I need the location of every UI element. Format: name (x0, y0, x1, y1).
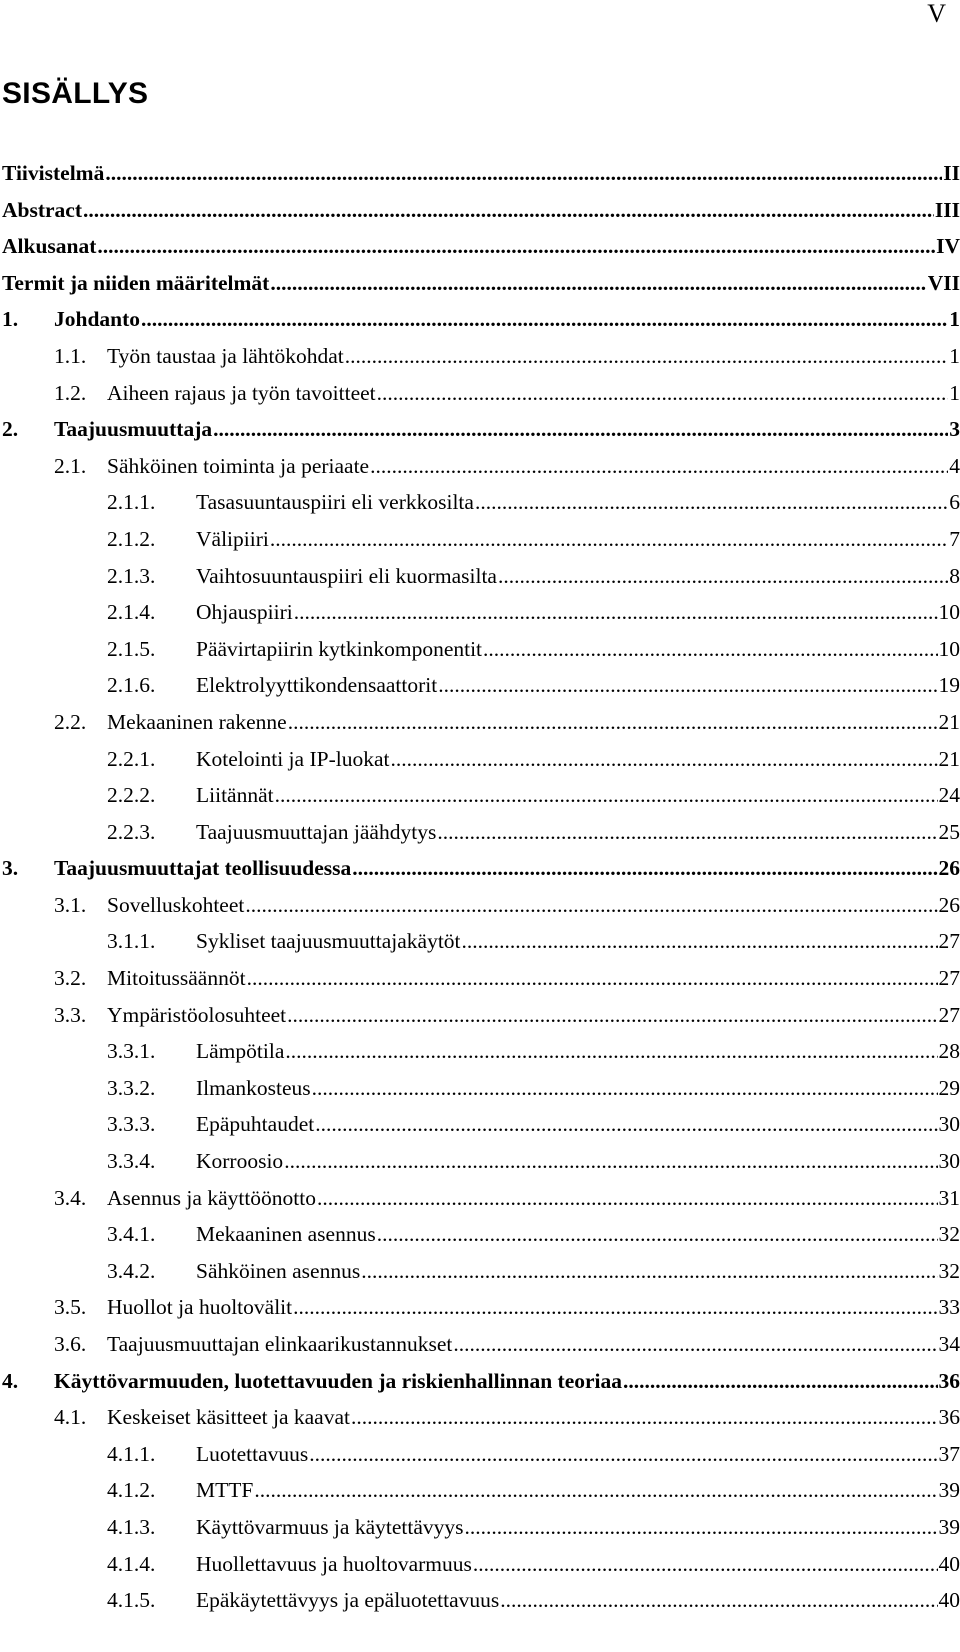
toc-entry-page: 4 (949, 453, 960, 478)
toc-entry-number: 4.1.1. (107, 1441, 156, 1466)
toc-entry[interactable] (0, 856, 960, 893)
toc-entry-number: 2.2.1. (107, 746, 156, 771)
toc-entry-title: Tiivistelmä (2, 161, 105, 185)
toc-entry-line (107, 710, 960, 735)
toc-entry-title: Keskeiset käsitteet ja kaavat (107, 1405, 350, 1430)
toc-entry-number: 2.2. (54, 709, 87, 734)
dot-leader (275, 783, 938, 808)
toc-entry[interactable] (0, 1222, 960, 1259)
toc-entry-line (2, 161, 960, 186)
toc-entry-title: Taajuusmuuttajan elinkaarikustannukset (107, 1332, 453, 1356)
toc-entry-number: 4.1.4. (107, 1551, 156, 1576)
toc-entry-number: 1.1. (54, 343, 87, 368)
dot-leader (293, 1295, 937, 1320)
dot-leader (284, 1149, 937, 1174)
dot-leader (317, 1186, 937, 1211)
dot-leader (345, 344, 949, 369)
toc-entry-line (196, 1588, 960, 1613)
toc-entry-number: 3.2. (54, 966, 87, 991)
toc-entry-page: 21 (938, 709, 960, 734)
toc-entry-title: Mekaaninen rakenne (107, 709, 287, 734)
toc-entry-page: 7 (949, 526, 960, 551)
dot-leader (213, 417, 948, 442)
toc-entry-number: 2.1.5. (107, 636, 156, 661)
toc-entry-page: 27 (938, 929, 960, 954)
page-title: SISÄLLYS (2, 77, 149, 110)
toc-entry-page: 40 (938, 1551, 960, 1576)
toc-entry-line (2, 198, 960, 223)
toc-entry-line (196, 929, 960, 954)
toc-entry-number: 1. (2, 307, 19, 332)
toc-entry[interactable] (0, 490, 960, 527)
toc-entry-page: 39 (938, 1478, 960, 1503)
toc-entry-page: 32 (938, 1222, 960, 1247)
toc-entry[interactable] (0, 1076, 960, 1113)
toc-entry-title: Johdanto (54, 307, 141, 332)
toc-entry[interactable] (0, 1039, 960, 1076)
dot-leader (288, 710, 938, 735)
toc-entry-page: 37 (938, 1441, 960, 1466)
toc-entry-line (107, 1295, 960, 1320)
toc-entry-line (107, 1186, 960, 1211)
dot-leader (270, 527, 948, 552)
toc-entry-title: Vaihtosuuntauspiiri eli kuormasilta (196, 563, 497, 588)
toc-entry[interactable] (0, 783, 960, 820)
dot-leader (498, 564, 948, 589)
dot-leader (390, 747, 937, 772)
toc-entry-title: Mitoitussäännöt (107, 966, 246, 991)
dot-leader (105, 161, 942, 186)
toc-entry-line (2, 271, 960, 296)
toc-entry-line (196, 1259, 960, 1284)
dot-leader (254, 1478, 937, 1503)
toc-entry-line (196, 1112, 960, 1137)
toc-entry[interactable] (0, 673, 960, 710)
toc-entry[interactable] (0, 1259, 960, 1296)
toc-entry-line (196, 1442, 960, 1467)
toc-entry-line (107, 1405, 960, 1430)
toc-entry-number: 3.6. (54, 1332, 87, 1356)
toc-entry-line (107, 381, 960, 406)
toc-entry-title: Epäkäytettävyys ja epäluotettavuus (196, 1588, 500, 1613)
toc-entry[interactable] (0, 564, 960, 601)
toc-entry-line (107, 454, 960, 479)
dot-leader (473, 1552, 938, 1577)
toc-entry-title: Mekaaninen asennus (196, 1222, 376, 1247)
toc-entry-line (196, 747, 960, 772)
toc-entry-title: Kotelointi ja IP-luokat (196, 746, 390, 771)
toc-entry-line (196, 1515, 960, 1540)
toc-entry-title: Aiheen rajaus ja työn tavoitteet (107, 380, 376, 405)
toc-entry-number: 3.5. (54, 1295, 87, 1320)
dot-leader (97, 234, 935, 259)
toc-entry-page: 21 (938, 746, 960, 771)
dot-leader (437, 820, 937, 845)
dot-leader (361, 1259, 937, 1284)
toc-entry-number: 3.3.1. (107, 1039, 156, 1064)
toc-entry[interactable] (0, 1552, 960, 1589)
toc-entry-title: Alkusanat (2, 234, 97, 259)
dot-leader (623, 1369, 937, 1394)
toc-entry[interactable] (0, 307, 960, 344)
dot-leader (500, 1588, 937, 1613)
toc-entry-title: Sähköinen toiminta ja periaate (107, 453, 370, 478)
toc-entry-number: 3.1. (54, 892, 87, 917)
toc-entry-line (196, 600, 960, 625)
toc-entry-title: Sykliset taajuusmuuttajakäytöt (196, 929, 461, 954)
toc-entry-line (107, 1332, 960, 1357)
toc-entry-number: 4.1.3. (107, 1514, 156, 1539)
toc-entry-page: 3 (949, 417, 960, 442)
toc-entry[interactable] (0, 527, 960, 564)
toc-entry-number: 2.1.4. (107, 600, 156, 625)
toc-entry-page: III (934, 197, 960, 222)
toc-entry-title: MTTF (196, 1478, 254, 1503)
toc-entry[interactable] (0, 234, 960, 271)
toc-entry-number: 3.3.4. (107, 1149, 156, 1174)
toc-entry-number: 2.1.3. (107, 563, 156, 588)
dot-leader (315, 1112, 937, 1137)
toc-entry-title: Korroosio (196, 1149, 284, 1174)
toc-entry-title: Liitännät (196, 783, 274, 808)
dot-leader (270, 271, 926, 296)
toc-entry[interactable] (0, 600, 960, 637)
toc-entry-line (196, 1076, 960, 1101)
dot-leader (312, 1076, 938, 1101)
toc-entry-number: 2.1. (54, 453, 87, 478)
toc-entry[interactable] (0, 1442, 960, 1479)
dot-leader (475, 490, 948, 515)
toc-entry-number: 2.1.2. (107, 526, 156, 551)
toc-entry-title: Abstract (2, 197, 83, 222)
toc-entry[interactable] (0, 1369, 960, 1406)
dot-leader (285, 1039, 937, 1064)
toc-entry[interactable] (0, 344, 960, 381)
toc-entry-page: 28 (938, 1039, 960, 1064)
toc-entry-page: 34 (938, 1332, 960, 1356)
toc-entry-page: 29 (938, 1075, 960, 1100)
table-of-contents (0, 161, 960, 1625)
toc-entry-page: 6 (949, 490, 960, 515)
toc-entry-page: 19 (938, 673, 960, 698)
toc-entry[interactable] (0, 710, 960, 747)
toc-entry-page: 1 (949, 343, 960, 368)
toc-entry[interactable] (0, 454, 960, 491)
toc-entry[interactable] (0, 161, 960, 198)
toc-entry-title: Elektrolyyttikondensaattorit (196, 673, 438, 698)
toc-entry-page: 27 (938, 966, 960, 991)
toc-entry-page: 10 (938, 600, 960, 625)
toc-entry-page: 26 (938, 892, 960, 917)
toc-entry[interactable] (0, 1186, 960, 1223)
toc-entry-number: 3.4.2. (107, 1258, 156, 1283)
dot-leader (377, 1222, 938, 1247)
dot-leader (453, 1332, 937, 1357)
toc-entry-title: Luotettavuus (196, 1441, 309, 1466)
toc-entry-line (54, 307, 960, 332)
toc-entry[interactable] (0, 820, 960, 857)
toc-entry[interactable] (0, 1515, 960, 1552)
toc-entry[interactable] (0, 929, 960, 966)
toc-entry-line (196, 1149, 960, 1174)
toc-entry-title: Ohjauspiiri (196, 600, 293, 625)
toc-entry-number: 3.4.1. (107, 1222, 156, 1247)
toc-entry-title: Epäpuhtaudet (196, 1112, 315, 1137)
toc-entry-number: 4.1.2. (107, 1478, 156, 1503)
toc-entry[interactable] (0, 417, 960, 454)
toc-entry-number: 2.1.1. (107, 490, 156, 515)
page-number: V (927, 0, 946, 28)
toc-entry-title: Päävirtapiirin kytkinkomponentit (196, 636, 483, 661)
toc-entry-line (196, 490, 960, 515)
toc-entry-number: 2.1.6. (107, 673, 156, 698)
toc-entry-number: 3.3.3. (107, 1112, 156, 1137)
toc-entry-line (196, 1478, 960, 1503)
toc-entry-number: 3.3. (54, 1002, 87, 1027)
toc-entry-number: 2.2.3. (107, 819, 156, 844)
toc-entry-page: 24 (938, 783, 960, 808)
toc-entry-number: 3.1.1. (107, 929, 156, 954)
toc-entry[interactable] (0, 381, 960, 418)
toc-entry-page: 1 (949, 380, 960, 405)
toc-entry-line (196, 820, 960, 845)
toc-entry-line (196, 564, 960, 589)
toc-entry-page: VII (927, 270, 960, 295)
toc-entry-page: 27 (938, 1002, 960, 1027)
toc-entry[interactable] (0, 271, 960, 308)
toc-entry-page: 1 (949, 307, 960, 332)
toc-entry-line (196, 783, 960, 808)
toc-entry-page: 36 (938, 1368, 960, 1393)
dot-leader (287, 1003, 937, 1028)
dot-leader (245, 893, 937, 918)
toc-entry-title: Taajuusmuuttajat teollisuudessa (54, 856, 352, 881)
dot-leader (309, 1442, 937, 1467)
toc-entry[interactable] (0, 1478, 960, 1515)
dot-leader (370, 454, 948, 479)
dot-leader (141, 307, 948, 332)
dot-leader (83, 198, 934, 223)
toc-entry[interactable] (0, 1149, 960, 1186)
toc-entry-title: Taajuusmuuttaja (54, 417, 213, 442)
toc-entry-page: 39 (938, 1514, 960, 1539)
toc-entry-number: 3.4. (54, 1185, 87, 1210)
toc-entry[interactable] (0, 1405, 960, 1442)
dot-leader (462, 929, 938, 954)
toc-entry-title: Välipiiri (196, 526, 269, 551)
toc-entry-title: Käyttövarmuuden, luotettavuuden ja riskienhallinnan teoriaa (54, 1368, 623, 1393)
toc-entry-page: 33 (938, 1295, 960, 1320)
toc-entry-title: Työn taustaa ja lähtökohdat (107, 343, 344, 368)
toc-entry-title: Asennus ja käyttöönotto (107, 1185, 317, 1210)
dot-leader (247, 966, 938, 991)
toc-entry-page: 8 (949, 563, 960, 588)
toc-entry-page: 30 (938, 1149, 960, 1174)
toc-entry-line (196, 673, 960, 698)
toc-entry-number: 2.2.2. (107, 783, 156, 808)
toc-entry-page: 26 (938, 856, 960, 881)
toc-entry[interactable] (0, 198, 960, 235)
toc-entry-line (54, 856, 960, 881)
toc-entry-number: 3.3.2. (107, 1075, 156, 1100)
toc-entry-number: 4.1.5. (107, 1588, 156, 1613)
toc-entry-title: Huollot ja huoltovälit (107, 1295, 293, 1320)
toc-entry[interactable] (0, 1588, 960, 1625)
toc-entry-page: 30 (938, 1112, 960, 1137)
toc-entry-page: 31 (938, 1185, 960, 1210)
dot-leader (483, 637, 937, 662)
toc-entry-line (107, 966, 960, 991)
toc-entry-line (196, 1222, 960, 1247)
toc-entry-line (107, 1003, 960, 1028)
toc-entry-title: Ympäristöolosuhteet (107, 1002, 287, 1027)
toc-entry-line (107, 344, 960, 369)
toc-entry[interactable] (0, 1295, 960, 1332)
toc-entry-title: Ilmankosteus (196, 1075, 311, 1100)
toc-entry-page: 25 (938, 819, 960, 844)
dot-leader (377, 381, 949, 406)
dot-leader (465, 1515, 938, 1540)
dot-leader (438, 673, 937, 698)
toc-entry[interactable] (0, 893, 960, 930)
toc-entry-page: 32 (938, 1258, 960, 1283)
toc-entry-title: Lämpötila (196, 1039, 285, 1064)
toc-entry-title: Taajuusmuuttajan jäähdytys (196, 819, 437, 844)
toc-entry-title: Sovelluskohteet (107, 892, 245, 917)
toc-entry-title: Tasasuuntauspiiri eli verkkosilta (196, 490, 474, 515)
toc-entry-page: 36 (938, 1405, 960, 1430)
dot-leader (351, 1405, 938, 1430)
toc-entry-number: 3. (2, 856, 19, 881)
toc-entry-number: 2. (2, 417, 19, 442)
toc-entry-title: Käyttövarmuus ja käytettävyys (196, 1514, 464, 1539)
toc-entry-line (54, 1369, 960, 1394)
toc-entry[interactable] (0, 747, 960, 784)
toc-entry[interactable] (0, 1112, 960, 1149)
toc-entry[interactable] (0, 966, 960, 1003)
toc-entry-line (2, 234, 960, 259)
toc-entry[interactable] (0, 637, 960, 674)
toc-entry-line (54, 417, 960, 442)
toc-entry-line (196, 1552, 960, 1577)
toc-entry-page: 10 (938, 636, 960, 661)
toc-entry-page: II (943, 161, 960, 185)
toc-entry-title: Huollettavuus ja huoltovarmuus (196, 1551, 472, 1576)
toc-entry-title: Sähköinen asennus (196, 1258, 361, 1283)
toc-entry-number: 1.2. (54, 380, 87, 405)
toc-entry[interactable] (0, 1332, 960, 1369)
toc-entry-line (196, 1039, 960, 1064)
toc-entry-page: IV (936, 234, 960, 259)
toc-entry-line (107, 893, 960, 918)
toc-entry-title: Termit ja niiden määritelmät (2, 270, 270, 295)
toc-entry-page: 40 (938, 1588, 960, 1613)
toc-entry[interactable] (0, 1003, 960, 1040)
toc-entry-number: 4.1. (54, 1405, 87, 1430)
dot-leader (294, 600, 938, 625)
toc-entry-line (196, 637, 960, 662)
dot-leader (352, 856, 937, 881)
toc-entry-line (196, 527, 960, 552)
toc-entry-number: 4. (2, 1368, 19, 1393)
